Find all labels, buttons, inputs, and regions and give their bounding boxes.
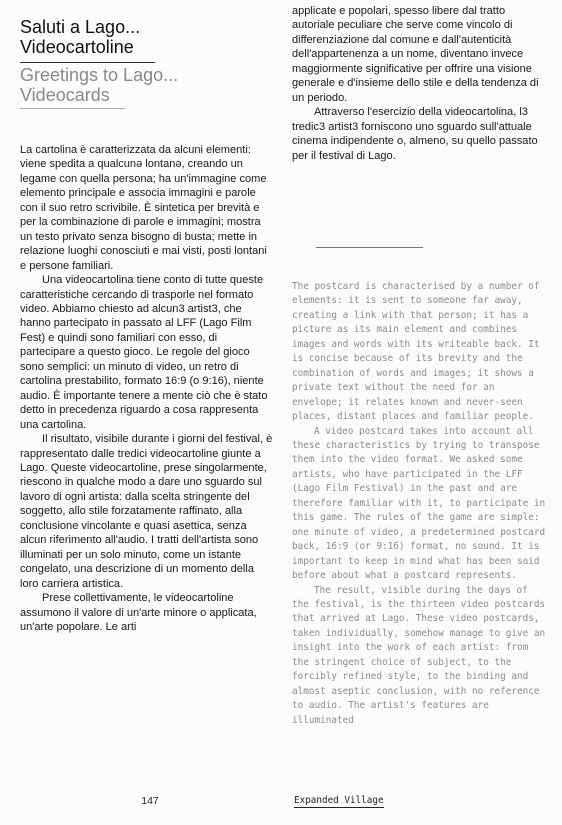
english-text-column [292,280,547,728]
title-it-line-1: Saluti a Lago... [20,17,141,37]
paragraph-en-1: The postcard is characterised by a number of elements: it is sent to someone far away, creating a link with that person; it has a picture as its main element and combines images and words with its writeable back. It is concise because of its brevity and the combination of words and images; it shows a private text without the need for an envelope; it relates known and never-seen places, distant places and familiar people. [292,281,540,423]
title-divider [20,62,155,63]
title-en-line-1: Greetings to Lago... [20,65,179,85]
paragraph-it-6: Attraverso l'esercizio della videocartolina, l3 tredic3 artist3 forniscono uno sguardo sull'attuale cinema indipendente o, almeno, su quello passato per il festival di Lago. [292,106,538,162]
italian-text-column [20,143,275,634]
page-number: 147 [141,795,159,807]
section-footer-link[interactable]: Expanded Village [294,795,384,806]
paragraph-en-3: The result, visible during the days of the festival, is the thirteen video postcards that arrived at Lago. These video postcards, taken individually, somehow manage to give an insight into the work of each artist: from the stringent choice of subject, to the forcibly refined style, to the binding and almost aseptic conclusion, with no reference to audio. The artist's features are illuminated [292,584,546,726]
page-title-english [20,65,265,105]
italian-text-continued [292,4,547,163]
paragraph-it-3: Il risultato, visibile durante i giorni del festival, è rappresentato dalle tredici videocartoline giunte a Lago. Queste videocartoline, prese singolarmente, riescono in qualche modo a dare uno sguardo sul lavoro di ogni artista: dalla scelta stringente del soggetto, allo stile forzatamente raffinato, alla conclusione vincolante e quasi asettica, senza alcun riferimento all'audio. I tratti dell'artista sono illuminati per un solo minuto, come un istante congelato, una descrizione di un momento della loro carriera artistica. [20,433,273,590]
paragraph-it-1: La cartolina è caratterizzata da alcuni elementi: viene spedita a qualcunə lontanə, creando un legame con quella persona; ha un'immagine come elemento principale e associa immagini e parole con il suo retro scrivibile. È sintetica per brevità e per la combinazione di parole e immagini; mostra un testo privato senza bisogno di busta; mette in relazione luoghi conosciuti e mai visti, posti lontani e persone familiari. [20,144,267,272]
paragraph-it-4: Prese collettivamente, le videocartoline assumono il valore di un'arte minore o applicata, un'arte popolare. Le arti [20,592,257,633]
title-en-line-2: Videocards [20,85,110,105]
language-separator [316,247,423,248]
page-title-italian [20,17,265,57]
title-it-line-2: Videocartoline [20,37,134,57]
paragraph-it-5: applicate e popolari, spesso libere dal tratto autoriale peculiare che serve come vincolo di differenziazione dal comune e dall'autenticità dell'appartenenza a un nome, diventano invece maggiormente significative per offrire una visione generale e d'insieme dello stile e della tendenza di un periodo. [292,5,539,104]
title-en-divider [20,108,125,109]
paragraph-it-2: Una videocartolina tiene conto di tutte queste caratteristiche cercando di trasporle nel formato video. Abbiamo chiesto ad alcun3 artist3, che hanno partecipato in passato al LFF (Lago Film Fest) e quindi sono familiari con esso, di partecipare a questo gioco. Le regole del gioco sono semplici: un minuto di video, un retro di cartolina prestabilito, formato 16:9 (o 9:16), niente audio. È importante tenere a mente ciò che è stato detto in precedenza riguardo a cosa rappresenta una cartolina. [20,274,268,431]
paragraph-en-2: A video postcard takes into account all these characteristics by trying to transpose them into the video format. We asked some artists, who have participated in the LFF (Lago Film Festival) in the past and are therefore familiar with it, to participate in this game. The rules of the game are simple: one minute of video, a predetermined postcard back, 16:9 (or 9:16) format, no sound. It is important to keep in mind what has been said before about what a postcard represents. [292,425,546,582]
